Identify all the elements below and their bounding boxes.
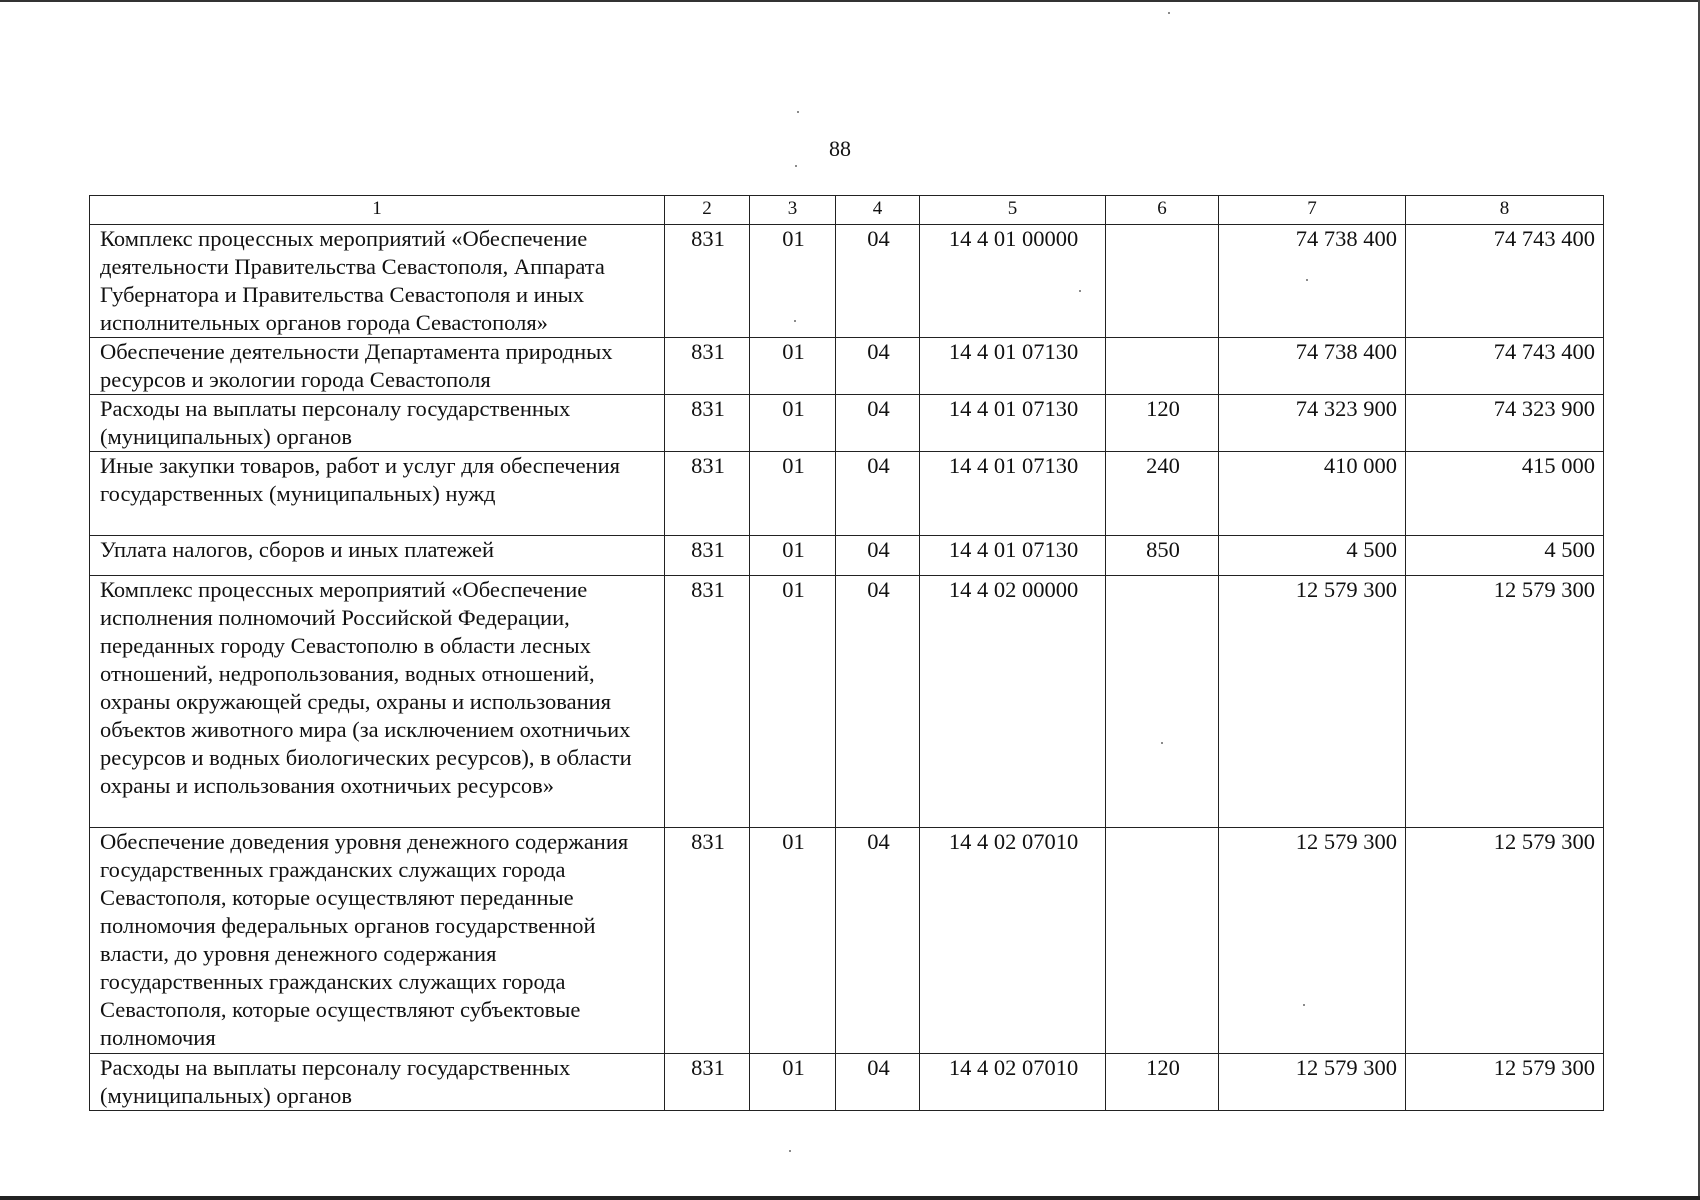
scan-speck — [794, 320, 796, 322]
row-name: Иные закупки товаров, работ и услуг для обеспечения государственных (муниципальных) нужд — [90, 452, 665, 536]
cell-amount-col8: 74 743 400 — [1406, 225, 1604, 338]
cell-subsection-code: 04 — [836, 576, 920, 828]
cell-subsection-code: 04 — [836, 225, 920, 338]
cell-subsection-code: 04 — [836, 338, 920, 395]
cell-ministry-code: 831 — [665, 338, 750, 395]
cell-section-code: 01 — [750, 395, 836, 452]
scan-speck — [1306, 279, 1308, 281]
cell-amount-col7: 410 000 — [1219, 452, 1406, 536]
cell-ministry-code: 831 — [665, 395, 750, 452]
scan-speck — [797, 111, 799, 113]
table-row — [90, 536, 1604, 576]
table-row — [90, 1054, 1604, 1111]
cell-section-code: 01 — [750, 828, 836, 1054]
cell-subsection-code: 04 — [836, 395, 920, 452]
column-header: 7 — [1219, 196, 1406, 225]
page-number: 88 — [829, 136, 851, 161]
cell-amount-col7: 12 579 300 — [1219, 828, 1406, 1054]
cell-expense-type — [1106, 576, 1219, 828]
cell-ministry-code: 831 — [665, 452, 750, 536]
scan-speck — [1079, 290, 1081, 292]
column-header: 2 — [665, 196, 750, 225]
cell-target-article: 14 4 02 07010 — [920, 1054, 1106, 1111]
cell-amount-col8: 12 579 300 — [1406, 576, 1604, 828]
cell-amount-col7: 74 323 900 — [1219, 395, 1406, 452]
cell-amount-col7: 12 579 300 — [1219, 576, 1406, 828]
table-row — [90, 452, 1604, 536]
table-row — [90, 225, 1604, 338]
cell-expense-type: 120 — [1106, 1054, 1219, 1111]
row-name: Обеспечение деятельности Департамента природных ресурсов и экологии города Севастополя — [90, 338, 665, 395]
cell-expense-type — [1106, 225, 1219, 338]
cell-amount-col8: 12 579 300 — [1406, 1054, 1604, 1111]
scan-speck — [789, 1150, 791, 1152]
cell-section-code: 01 — [750, 338, 836, 395]
cell-amount-col7: 4 500 — [1219, 536, 1406, 576]
row-name: Комплекс процессных мероприятий «Обеспечение исполнения полномочий Российской Федерации, переданных городу Севастополю в области лесных отношений, недропользования, водных отношений, охраны окружающей среды, охраны и использования объектов животного мира (за исключением охотничьих ресурсов и водных биологических ресурсов), в области охраны и использования охотничьих ресурсов» — [90, 576, 665, 828]
cell-ministry-code: 831 — [665, 536, 750, 576]
scan-speck — [795, 165, 797, 167]
column-header: 8 — [1406, 196, 1604, 225]
table-row — [90, 338, 1604, 395]
scan-edge-bottom — [0, 1196, 1700, 1200]
cell-expense-type — [1106, 338, 1219, 395]
cell-expense-type: 120 — [1106, 395, 1219, 452]
table-row — [90, 576, 1604, 828]
cell-amount-col7: 74 738 400 — [1219, 225, 1406, 338]
cell-ministry-code: 831 — [665, 828, 750, 1054]
cell-section-code: 01 — [750, 576, 836, 828]
cell-expense-type: 240 — [1106, 452, 1219, 536]
scan-speck — [1303, 1004, 1305, 1006]
cell-amount-col8: 74 743 400 — [1406, 338, 1604, 395]
cell-expense-type: 850 — [1106, 536, 1219, 576]
column-header: 5 — [920, 196, 1106, 225]
cell-target-article: 14 4 01 00000 — [920, 225, 1106, 338]
cell-target-article: 14 4 01 07130 — [920, 338, 1106, 395]
column-header: 6 — [1106, 196, 1219, 225]
row-name: Расходы на выплаты персоналу государственных (муниципальных) органов — [90, 395, 665, 452]
cell-amount-col8: 74 323 900 — [1406, 395, 1604, 452]
cell-target-article: 14 4 02 00000 — [920, 576, 1106, 828]
cell-target-article: 14 4 01 07130 — [920, 452, 1106, 536]
cell-amount-col8: 12 579 300 — [1406, 828, 1604, 1054]
cell-expense-type — [1106, 828, 1219, 1054]
table-row — [90, 828, 1604, 1054]
cell-subsection-code: 04 — [836, 452, 920, 536]
column-header: 3 — [750, 196, 836, 225]
cell-subsection-code: 04 — [836, 1054, 920, 1111]
scan-edge-top — [0, 0, 1700, 2]
cell-amount-col8: 415 000 — [1406, 452, 1604, 536]
table-header-row — [90, 196, 1604, 225]
cell-subsection-code: 04 — [836, 828, 920, 1054]
cell-subsection-code: 04 — [836, 536, 920, 576]
cell-ministry-code: 831 — [665, 225, 750, 338]
scan-speck — [1168, 12, 1170, 14]
cell-amount-col7: 74 738 400 — [1219, 338, 1406, 395]
cell-section-code: 01 — [750, 536, 836, 576]
cell-section-code: 01 — [750, 225, 836, 338]
cell-ministry-code: 831 — [665, 576, 750, 828]
column-header: 1 — [90, 196, 665, 225]
scan-speck — [1161, 742, 1163, 744]
cell-section-code: 01 — [750, 452, 836, 536]
cell-target-article: 14 4 01 07130 — [920, 536, 1106, 576]
cell-target-article: 14 4 01 07130 — [920, 395, 1106, 452]
row-name: Расходы на выплаты персоналу государственных (муниципальных) органов — [90, 1054, 665, 1111]
table-row — [90, 395, 1604, 452]
cell-section-code: 01 — [750, 1054, 836, 1111]
row-name: Уплата налогов, сборов и иных платежей — [90, 536, 665, 576]
cell-ministry-code: 831 — [665, 1054, 750, 1111]
cell-target-article: 14 4 02 07010 — [920, 828, 1106, 1054]
row-name: Комплекс процессных мероприятий «Обеспечение деятельности Правительства Севастополя, Аппарата Губернатора и Правительства Севастополя и иных исполнительных органов города Севастополя» — [90, 225, 665, 338]
cell-amount-col8: 4 500 — [1406, 536, 1604, 576]
row-name: Обеспечение доведения уровня денежного содержания государственных гражданских служащих города Севастополя, которые осуществляют переданные полномочия федеральных органов государственной власти, до уровня денежного содержания государственных гражданских служащих города Севастополя, которые осуществляют субъектовые полномочия — [90, 828, 665, 1054]
cell-amount-col7: 12 579 300 — [1219, 1054, 1406, 1111]
budget-table — [89, 195, 1604, 1111]
column-header: 4 — [836, 196, 920, 225]
